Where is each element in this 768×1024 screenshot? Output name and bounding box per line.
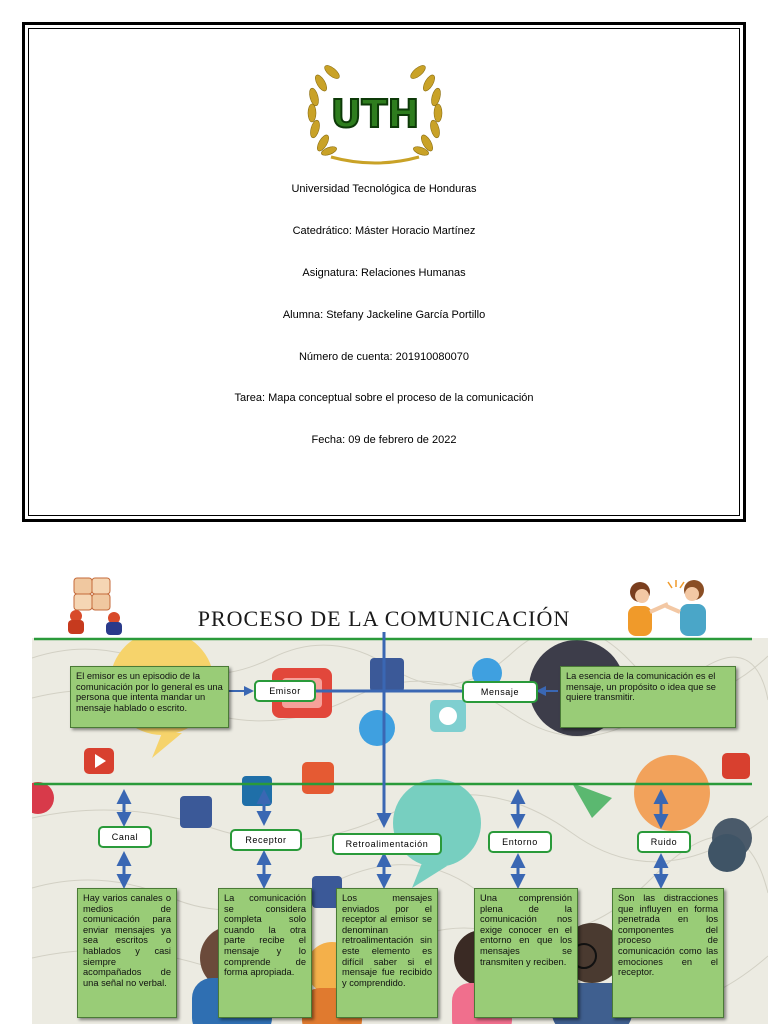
node-emisor: Emisor	[254, 680, 316, 702]
map-title: PROCESO DE LA COMUNICACIÓN	[197, 606, 571, 631]
svg-text:UTH: UTH	[330, 92, 420, 136]
task-line: Tarea: Mapa conceptual sobre el proceso de la comunicación	[234, 392, 534, 404]
desc-receptor: La comunicación se considera completa solo cuando la otra parte recibe el mensaje y lo comprende de forma apropiada.	[218, 888, 312, 1018]
desc-retroalimentacion: Los mensajes enviados por el receptor al emisor se denominan retroalimentación sin este elemento es difícil saber si el mensaje fue recibido y comprendido.	[336, 888, 438, 1018]
desc-canal: Hay varios canales o medios de comunicación para enviar mensajes ya sea escritos o hablados y casi siempre acompañados de una señal no verbal.	[77, 888, 177, 1018]
professor-line: Catedrático: Máster Horacio Martínez	[292, 225, 476, 237]
student-line: Alumna: Stefany Jackeline García Portillo	[282, 309, 486, 321]
desc-ruido: Son las distracciones que influyen en forma penetrada en los componentes del proceso de comunicación como las emociones en el receptor.	[612, 888, 724, 1018]
node-canal: Canal	[98, 826, 152, 848]
node-receptor: Receptor	[230, 829, 302, 851]
desc-emisor: El emisor es un episodio de la comunicación por lo general es una persona que intenta mandar un mensaje hablado o escrito.	[70, 666, 229, 728]
subject-line: Asignatura: Relaciones Humanas	[302, 267, 466, 279]
node-retroalimentacion: Retroalimentación	[332, 833, 442, 855]
date-line: Fecha: 09 de febrero de 2022	[311, 434, 457, 446]
uth-logo	[301, 61, 449, 165]
node-entorno: Entorno	[488, 831, 552, 853]
desc-mensaje: La esencia de la comunicación es el mensaje, un propósito o idea que se quiere transmitir.	[560, 666, 736, 728]
node-mensaje: Mensaje	[462, 681, 538, 703]
account-line: Número de cuenta: 201910080070	[298, 351, 470, 363]
concept-map	[0, 560, 768, 1024]
university-name: Universidad Tecnológica de Honduras	[291, 183, 477, 195]
node-ruido: Ruido	[637, 831, 691, 853]
cover-page	[22, 22, 746, 522]
desc-entorno: Una comprensión plena de la comunicación nos exige conocer en el entorno en que los mensajes se transmiten y reciben.	[474, 888, 578, 1018]
